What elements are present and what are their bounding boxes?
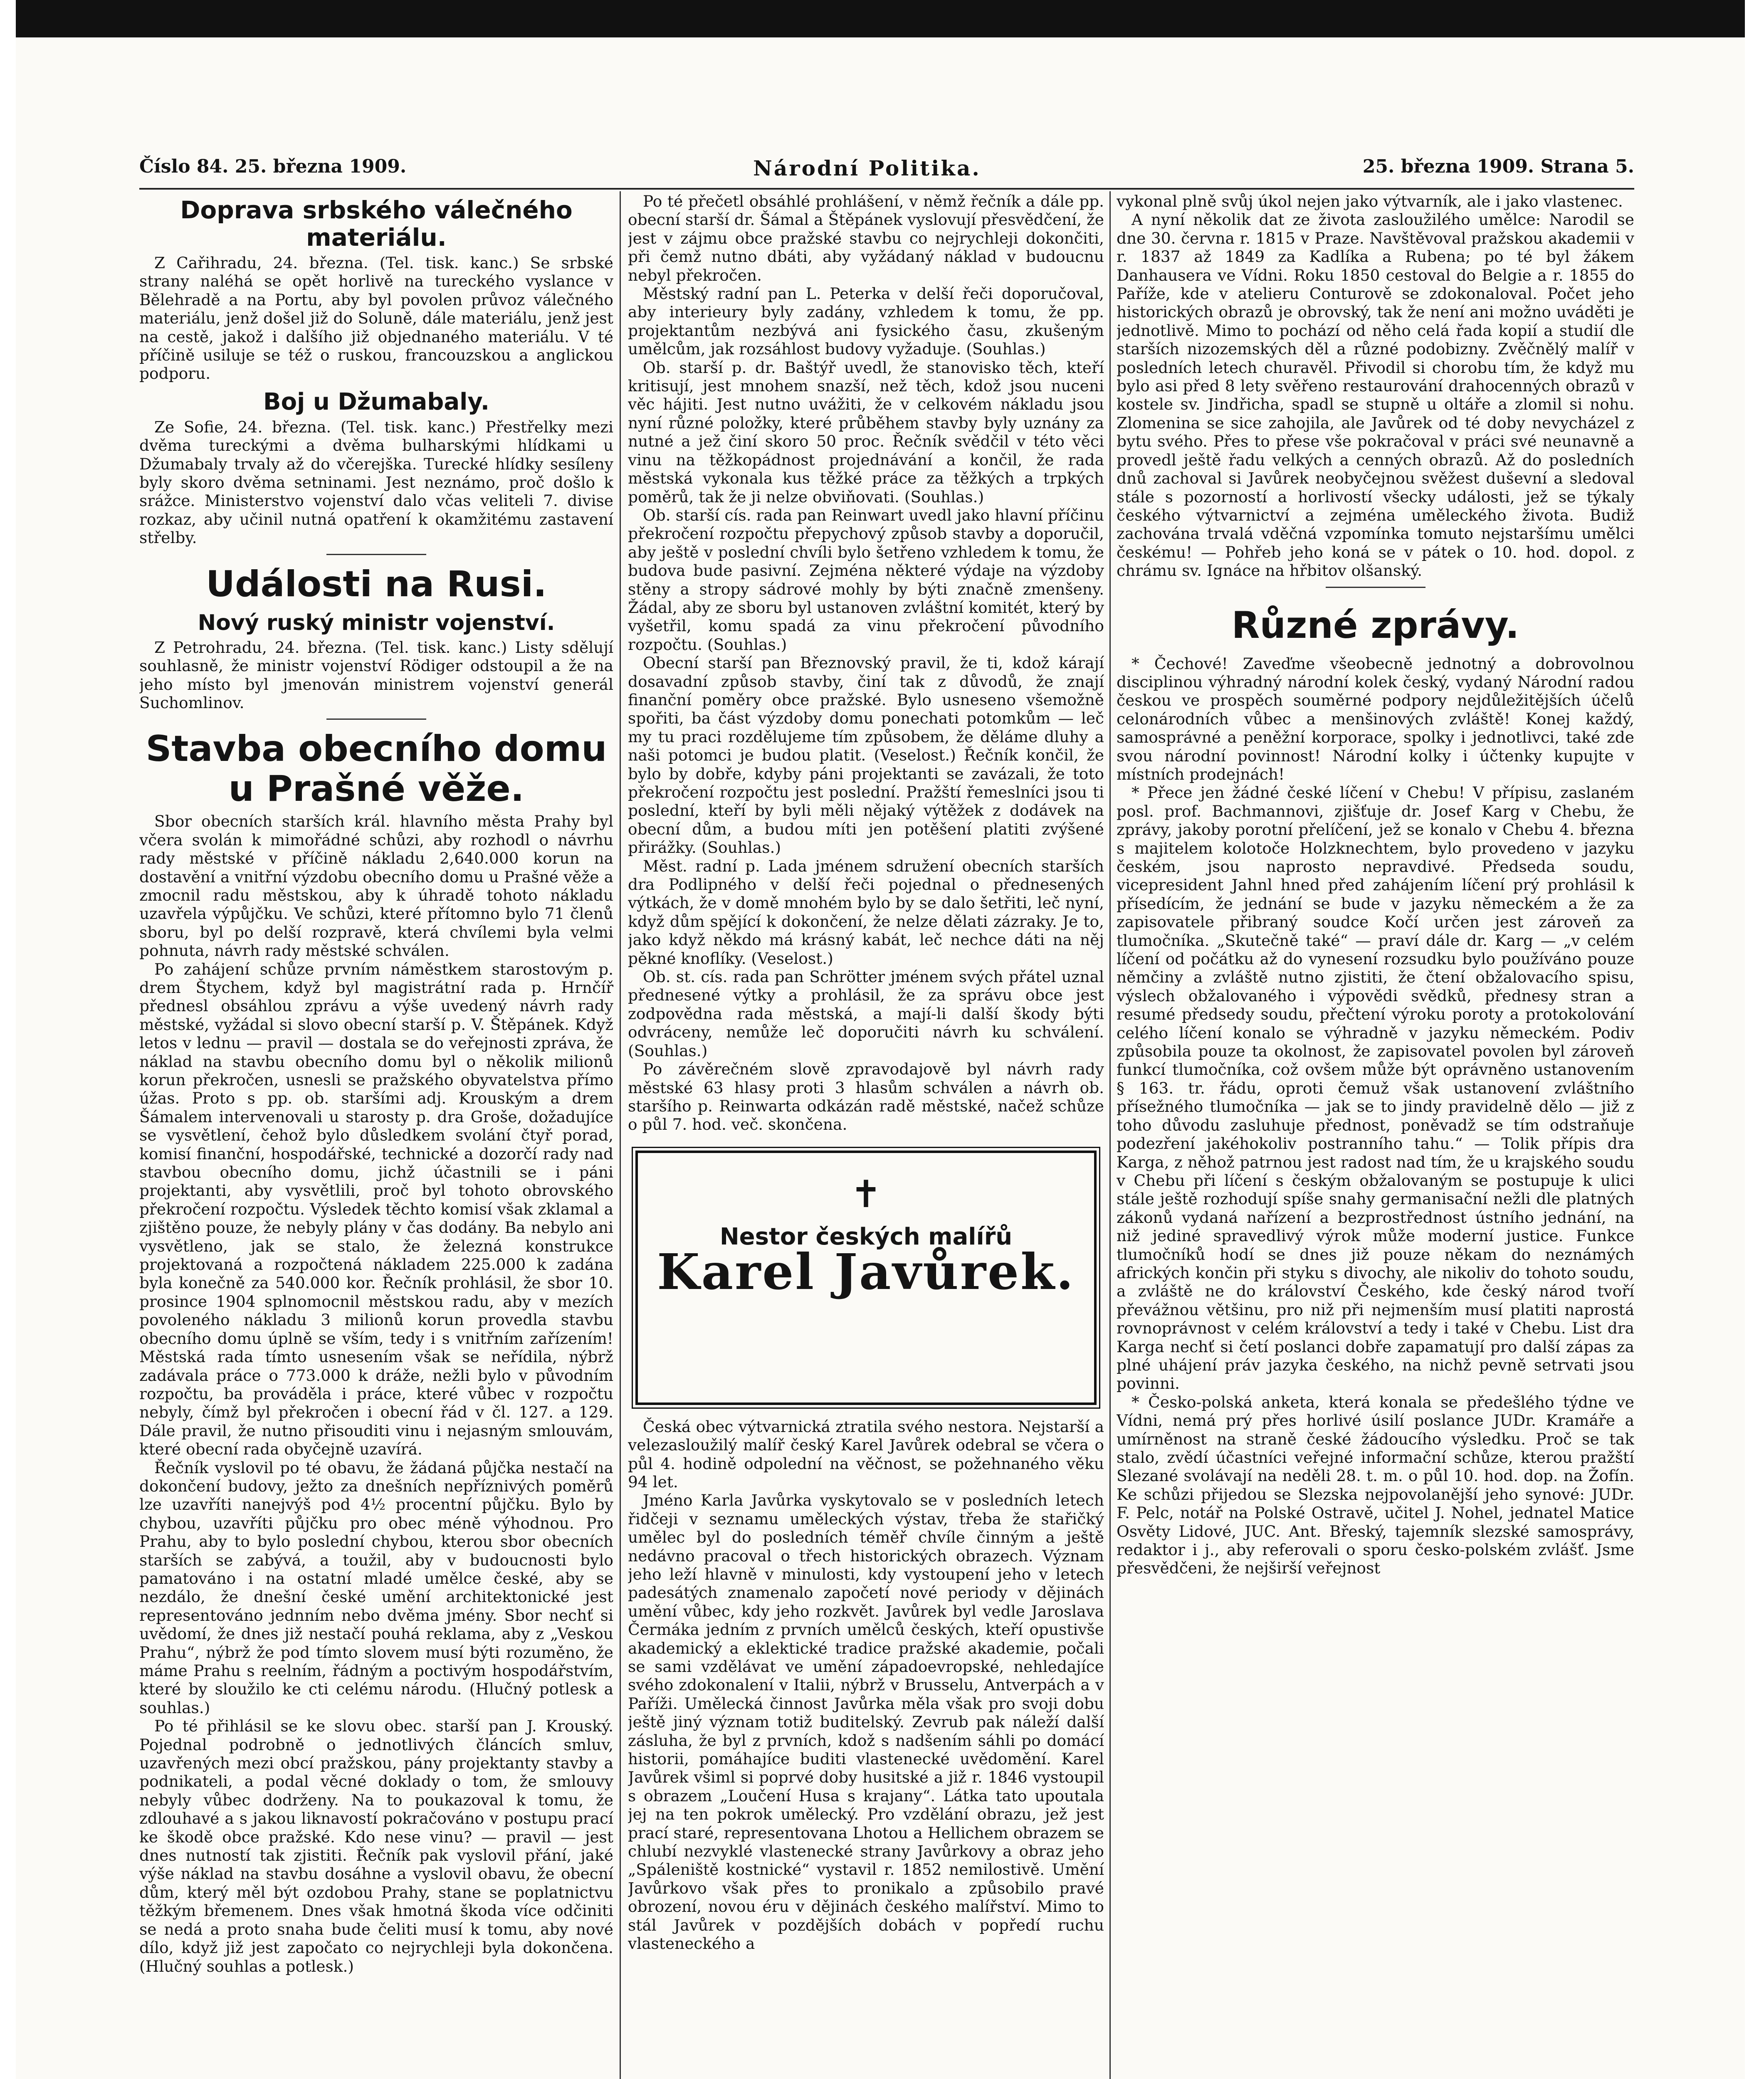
separator [326, 554, 426, 555]
article-title: Boj u Džumabaly. [263, 388, 489, 415]
scan-right-margin [1745, 0, 1764, 2079]
article-text: Měst. radní p. Lada jménem sdružení obecních starších dra Podlipného v delší řeči pojednal o přednesených výtkách, že v domě mnohém bylo by se dalo šetřiti, leč nyní, když dům spějící k dokončení, že nelze dělati zázraky. Je to, jako když někdo má krásný kabát, leč nechce dáti na něj pěkné knoflíky. (Veselost.) [628, 857, 1104, 968]
article-text: Po té přečetl obsáhlé prohlášení, v němž řečník a dále pp. obecní starší dr. Šámal a Štěpánek vyslovují přesvědčení, že jest v zájmu obce pražské stavbu co nejrychleji dokončiti, při čemž nutno dbáti, aby vyžádaný náklad v budoucnu nebyl překročen. [628, 192, 1104, 284]
article-title: Doprava srbského válečného materiálu. [180, 196, 573, 252]
article-text: vykonal plně svůj úkol nejen jako výtvarník, ale i jako vlastenec. [1117, 192, 1623, 210]
article-text: Řečník vyslovil po té obavu, že žádaná půjčka nestačí na dokončení budovy, ježto za dnešních nepříznivých poměrů lze uzavříti nanejvýš pod 4½ procentní půjčku. Bylo by chybou, uzavříti půjčku pro obec méně výhodnou. Pro Prahu, aby to bylo poslední chybou, kterou sbor obecních starších se zabývá, a toužil, aby v budoucnosti bylo pamatováno i na ostatní mladé umělce české, aby se nezdálo, že dnešní české umění architektonické jest representováno jednním nebo dvěma jmény. Sbor nechť si uvědomí, že dnes již nestačí pouhá reklama, aby z „Veskou Prahu“, nýbrž že pod tímto slovem musí býti rozuměno, že máme Prahu s reelním, řádným a poctivým hospodářstvím, které by sloužilo ke cti celému národu. (Hlučný potlesk a souhlas.) [139, 1458, 613, 1717]
newspaper-title: Národní Politika. [753, 156, 981, 180]
article-text: Ob. st. cís. rada pan Schrötter jménem svých přátel uznal přednesené výtky a prohlásil, že za správu obce jest zodpovědna rada městská, a mají-li další škody býti odvráceny, nemůže leč doporučiti návrh ku schválení. (Souhlas.) [628, 968, 1104, 1060]
header-rule [139, 188, 1634, 190]
column-divider-1 [620, 191, 621, 2079]
scan-left-margin [0, 0, 16, 2079]
article-text: Ze Sofie, 24. března. (Tel. tisk. kanc.) Přestřelky mezi dvěma tureckými a dvěma bulharskými hlídkami u Džumabaly trvaly až do včerejška. Turecké hlídky sesíleny byly skoro dvěma setninami. Jest neznámo, proč došlo k srážce. Ministerstvo vojenství dalo včas veliteli 7. divise rozkaz, aby učinil nutná opatření k okamžitému zastavení střelby. [139, 417, 613, 547]
article-title: Stavba obecního domu u Prašné věže. [146, 728, 607, 810]
article-text: Z Petrohradu, 24. března. (Tel. tisk. kanc.) Listy sdělují souhlasně, že ministr vojenství Rödiger odstoupil a že na jeho místo byl jmenován ministrem vojenství generál Suchomlinov. [139, 638, 613, 712]
obituary-name: Karel Javůrek. [657, 1243, 1075, 1301]
article-text: Sbor obecních starších král. hlavního města Prahy byl včera svolán k mimořádné schůzi, aby rozhodl o návrhu rady městské v příčině nákladu 2,640.000 korun na dostavění a vnitřní výzdobu obecního domu u Prašné věže a zmocnil radu městskou, aby k úhradě tohoto nákladu uzavřela výpůjčku. Ve schůzi, které přítomno bylo 71 členů sboru, byl po delší rozpravě, která chvílemi byla velmi pohnuta, návrh rady městské schválen. [139, 812, 613, 960]
article-text: * Česko-polská anketa, která konala se předešlého týdne ve Vídni, nemá prý přes horlivé úsilí poslance JUDr. Kramáře a umírněnost na straně české žádoucího výsledku. Proč se tak stalo, zvědí účastníci veřejné informační schůze, kterou pražští Slezané svolávají na neděli 28. t. m. o půl 10. hod. dop. na Žofín. Ke schůzi přijedou se Slezska nejpovolanější jeho synové: JUDr. F. Pelc, notář na Polské Ostravě, učitel J. Nohel, jednatel Matice Osvěty Lidové, JUC. Ant. Břeský, tajemník slezské samosprávy, redaktor i j., aby referovali o sporu česko-polském zvlášť. Jsme přesvědčeni, že nejširší veřejnost [1117, 1393, 1634, 1578]
obituary-subtitle: Nestor českých malířů [719, 1223, 1013, 1250]
separator [326, 719, 426, 720]
scan-top-border [0, 0, 1764, 37]
section-title: Události na Rusi. [206, 563, 547, 605]
article-text: Z Cařihradu, 24. března. (Tel. tisk. kanc.) Se srbské strany naléhá se opět horlivě na tureckého vyslance v Bělehradě a na Portu, aby byl povolen průvoz válečného materiálu, jenž došel již do Soluně, dále materiálu, jenž jest na cestě, jakož i dalšího již objednaného materiálu. V té příčině usiluje se též o ruskou, francouzskou a anglickou podporu. [139, 254, 613, 383]
article-text: Česká obec výtvarnická ztratila svého nestora. Nejstarší a velezasloužilý malíř český Karel Javůrek odebral se včera o půl 4. hodině odpolední na věčnost, se požehnaného věku 94 let. [628, 1417, 1104, 1491]
separator [1326, 587, 1426, 588]
obituary-box [635, 1151, 1097, 1405]
article-text: Po závěrečném slově zpravodajově byl návrh rady městské 63 hlasy proti 3 hlasům schválen a návrh ob. staršího p. Reinwarta odkázán radě městské, načež schůze o půl 7. hod. več. skončena. [628, 1060, 1104, 1134]
cross-icon: ✝ [850, 1172, 882, 1216]
article-title: Nový ruský ministr vojenství. [198, 610, 555, 635]
page-number: 25. března 1909. Strana 5. [1362, 156, 1634, 177]
article-text: Po té přihlásil se ke slovu obec. starší pan J. Krouský. Pojednal podrobně o jednotlivých článcích smluv, uzavřených mezi obcí pražskou, pány projektanty stavby a podnikateli, a podal věcné doklady o tom, že smlouvy nebyly vůbec dodrženy. Na to poukazoval k tomu, že zdlouhavé a s jakou liknavostí pokračováno v postupu prací ke škodě obce pražské. Kdo nese vinu? — pravil — jest dnes nutností tak zjistiti. Řečník pak vyslovil přání, jaké výše náklad na stavbu dosáhne a vyslovil obavu, že obecní dům, který měl být ozdobou Prahy, stane se poplatnictvu těžkým břemenem. Dnes však hmotná škoda více odčiniti se nedá a proto snaha bude čeliti musí k tomu, aby nové dílo, když již jest započato co nejrychleji byla dokončena. (Hlučný souhlas a potlesk.) [139, 1717, 613, 1975]
article-text: Ob. starší cís. rada pan Reinwart uvedl jako hlavní příčinu překročení rozpočtu přepychový způsob stavby a doporučil, aby ještě v poslední chvíli bylo šetřeno vzhledem k tomu, že budova bude pasivní. Zejména některé výdaje na výzdoby stěny a stropy sádrové mohly by býti značně zmenšeny. Žádal, aby ze sboru byl ustanoven zvláštní komitét, který by vyšetřil, komu spadá za vinu překročení původního rozpočtu. (Souhlas.) [628, 506, 1104, 654]
article-text: A nyní několik dat ze života zasloužilého umělce: Narodil se dne 30. června r. 1815 v Praze. Navštěvoval pražskou akademii v r. 1837 až 1849 za Kadlíka a Rubena; po té byl žákem Danhausera ve Vídni. Roku 1850 cestoval do Belgie a r. 1855 do Paříže, kde v atelieru Conturově se zdokonaloval. Počet jeho historických obrazů je obrovský, tak že není ani možno uváděti je jednotlivě. Mimo to pochází od něho celá řada kopií a studií dle starších nizozemských děl a různé podobizny. Zvěčnělý malíř v posledních letech churavěl. Přivodil si chorobu tím, že když mu bylo asi před 8 lety svěřeno restaurování drahocenných obrazů v kostele sv. Jindřicha, spadl se stupně u oltáře a zlomil si nohu. Zlomenina se sice zahojila, ale Javůrek od té doby nevycházel z bytu svého. Přes to přese vše pokračoval v práci své neunavně a provedl ještě řadu velkých a cenných obrazů. Až do posledních dnů zachoval si Javůrek neobyčejnou svěžest duševní a sledoval stále s pozorností a horlivostí všecky události, jež se týkaly českého výtvarnictví a zejména uměleckého života. Budiž zachována trvalá vděčná vzpomínka tomuto nejstaršímu umělci českému! — Pohřeb jeho koná se v pátek o 10. hod. dopol. z chrámu sv. Ignáce na hřbitov olšanský. [1117, 210, 1634, 580]
column-1 [139, 192, 613, 2079]
article-text: * Přece jen žádné české líčení v Chebu! V přípisu, zaslaném posl. prof. Bachmannovi, zjišťuje dr. Josef Karg v Chebu, že zprávy, jakoby porotní přelíčení, jež se konalo v Chebu 4. března s majitelem kolotoče Holzknechtem, bylo provedeno v jazyku českém, jsou naprosto nepravdivé. Předseda soudu, vicepresident Jahnl hned před zahájením líčení prý prohlásil k přísedícím, že jednání se bude v jazyku německém a že za zapisovatele přibraný soudce Kočí určen jest zároveň za tlumočníka. „Skutečně také“ — praví dále dr. Karg — „v celém líčení od počátku až do vynesení rozsudku bylo používáno pouze němčiny a zvláště nutno zjistiti, že čtení obžalovacího spisu, výslech obžalovaného i výpovědi svědků, přednesy stran a resumé předsedy soudu, přečtení výroku poroty a protokolování celého líčení konalo se výhradně v jazyku německém. Podiv způsobila pouze ta okolnost, že zapisovatel povolen byl zároveň funkcí tlumočníka, což ovšem může být oprávněno ustanovením § 163. tr. řádu, oproti čemuž však ustanovení zvláštního přísežného tlumočníka — jak se to jindy pravidelně dělo — již z toho důvodu zasluhuje přednost, poněvadž se tím odstraňuje podezření jakéhokoliv postranního tahu.“ — Tolik přípis dra Karga, z něhož patrnou jest radost nad tím, že u krajského soudu v Chebu při líčení s českým obžalovaným se postupuje k ulici stále ještě rozhodují spíše snahy germanisační nežli dle platných zákonů vydaná nařízení a bezprostřednost ústního jednání, na niž jediné spravedlivý výrok může moderní justice. Funkce tlumočníků hodí se dnes již pouze někam do neznámých afrických končin při styku s divochy, ale nikoliv do tohoto soudu, a zvláště ne do království Českého, kde český národ tvoří převážnou většinu, pro niž při nejmenším musí platiti naprostá rovnoprávnost v celém království a tedy i také v Chebu. List dra Karga nechť si četí poslanci dobře zapamatují pro další zápas za plné uhájení práv jazyka českého, na nichž pevně setrvati jsou povinni. [1117, 783, 1634, 1393]
issue-date: Číslo 84. 25. března 1909. [139, 156, 407, 177]
article-text: Městský radní pan L. Peterka v delší řeči doporučoval, aby interieury byly zadány, vzhledem k tomu, že pp. projektantům nezbývá ani fysického času, zkušeným umělcům, jak rozsáhlost budovy vyžaduje. (Souhlas.) [628, 284, 1104, 358]
section-title: Různé zprávy. [1231, 603, 1519, 647]
article-text: Po zahájení schůze prvním náměstkem starostovým p. drem Štychem, když byl magistrátní rada p. Hrnčíř přednesl obsáhlou zprávu a výše uvedený návrh rady městské, vyžádal si slovo obecní starší p. V. Štěpánek. Když letos v lednu — pravil — dostala se do veřejnosti zpráva, že náklad na stavbu obecního domu byl o několik milionů korun překročen, usnesli se pražského obyvatelstva přímo úžas. Proto s pp. ob. staršími adj. Krouským a drem Šámalem intervenovali u starosty p. dra Groše, dožadujíce se vysvětlení, čehož bylo důsledkem svolání čtyř porad, komisí finanční, hospodářské, technické a dozorčí rady nad stavbou obecního domu, jichž účastnili se i páni projektanti, aby vysvětlili, proč byl tohoto obrovského překročení rozpočtu. Výsledek těchto komisí však zklamal a zjištěno pouze, že nebyly plány v čas dodány. Ba nebylo ani vysvětleno, jak se stalo, že železná konstrukce projektovaná a rozpočtená nákladem 225.000 k zadána byla konečně za 540.000 kor. Řečník prohlásil, že sbor 10. prosince 1904 splnomocnil městskou radu, aby v mezích povoleného nákladu 3 milionů korun provedla stavbu obecního domu úplně se vším, tedy i s vnitřním zařízením! Městská rada tímto usnesením však se neřídila, nýbrž zadávala práce o 773.000 k dráže, nežli bylo v původním rozpočtu, ba prováděla i práce, které vůbec v rozpočtu nebyly, čímž byl překročen i obecní řád v čl. 127. a 129. Dále pravil, že nutno přisouditi vinu i nejasným smlouvám, které obecní rada obyčejně uzavírá. [139, 960, 613, 1459]
column-divider-2 [1109, 191, 1111, 2079]
article-text: Obecní starší pan Březnovský pravil, že ti, kdož kárají dosavadní způsob stavby, činí tak z důvodů, že znají finanční poměry obce pražské. Bylo usneseno všemožně spořiti, ba část výzdoby domu ponechati potomkům — leč my tu praci rozdělujeme tím způsobem, že děláme dluhy a naši potomci je budou platit. (Veselost.) Řečník končil, že bylo by dobře, kdyby páni projektanti se zavázali, že toto překročení rozpočtu jest poslední. Pražští řemeslníci jsou ti poslední, kteří by byli měli nějaký výtěžek z dodávek na obecní dům, a budou míti jen potěšení platiti zvýšené přirážky. (Souhlas.) [628, 654, 1104, 857]
article-text: Ob. starší p. dr. Baštýř uvedl, že stanovisko těch, kteří kritisují, jest mnohem snazší, než těch, kdož jsou nuceni věc hájiti. Jest nutno uvážiti, že v celkovém nákladu jsou nyní různé položky, které průběhem stavby byly uznány za nutné a jež činí skoro 50 proc. Řečník svědčil v této věci vinu na těžkopádnost projednávání a končil, že rada městská vykonala kus těžké práce za těžkých a trpkých poměrů, tak že ji nelze obviňovati. (Souhlas.) [628, 358, 1104, 506]
page-header [139, 156, 1634, 185]
article-text: Jméno Karla Javůrka vyskytovalo se v posledních letech řidčeji v seznamu uměleckých výstav, třeba že stařičký umělec byl do posledních téměř chvíle činným a ještě nedávno pracoval o třech historických obrazech. Význam jeho leží hlavně v minulosti, kdy vystoupení jeho v letech padesátých znamenalo započetí nové periody v dějinách umění vůbec, kdy jeho rozkvět. Javůrek byl vedle Jaroslava Čermáka jedním z prvních umělců českých, kteří opustivše akademický a eklektické tradice pražské akademie, počali se sami vzdělávat ve umění západoevropské, nehledajíce svého zdokonalení v Italii, nýbrž v Brusselu, Antverpách a v Paříži. Umělecká činnost Javůrka měla však pro svoji dobu ještě jiný význam totiž buditelský. Zevrub pak náleží další zásluha, že byl z prvních, kdož s nadšením sáhli po domácí historii, pomáhajíce buditi vlastenecké uvědomění. Karel Javůrek všiml si poprvé doby husitské a již r. 1846 vystoupil s obrazem „Loučení Husa s krajany“. Látka tato upoutala jej na ten pokrok umělecký. Pro vzdělání obrazu, jež jest prací staré, representovana Lhotou a Hellichem obrazem se chlubí nezvyklé vlastenecké strany Javůrkovy a obraz jeho „Spáleniště kostnické“ vystavil r. 1852 nemilostivě. Umění Javůrkovo však přes to pronikalo a způsobilo pravé obrození, novou éru v dějinách českého malířství. Mimo to stál Javůrek v pozdějších dobách v popředí ruchu vlasteneckého a [628, 1491, 1104, 1953]
column-2 [628, 192, 1104, 2079]
column-3 [1117, 192, 1634, 2079]
article-text: * Čechové! Zaveďme všeobecně jednotný a dobrovolnou disciplinou výhradný národní kolek český, vydaný Národní radou českou ve prospěch souměrné podpory nejdůležitějších účelů celonárodních vůbec a menšinových zvláště! Konej každý, samosprávné a peněžní korporace, spolky i jednotlivci, také zde svou národní povinnost! Národní kolky i účtenky kupujte v místních prodejnách! [1117, 654, 1634, 783]
